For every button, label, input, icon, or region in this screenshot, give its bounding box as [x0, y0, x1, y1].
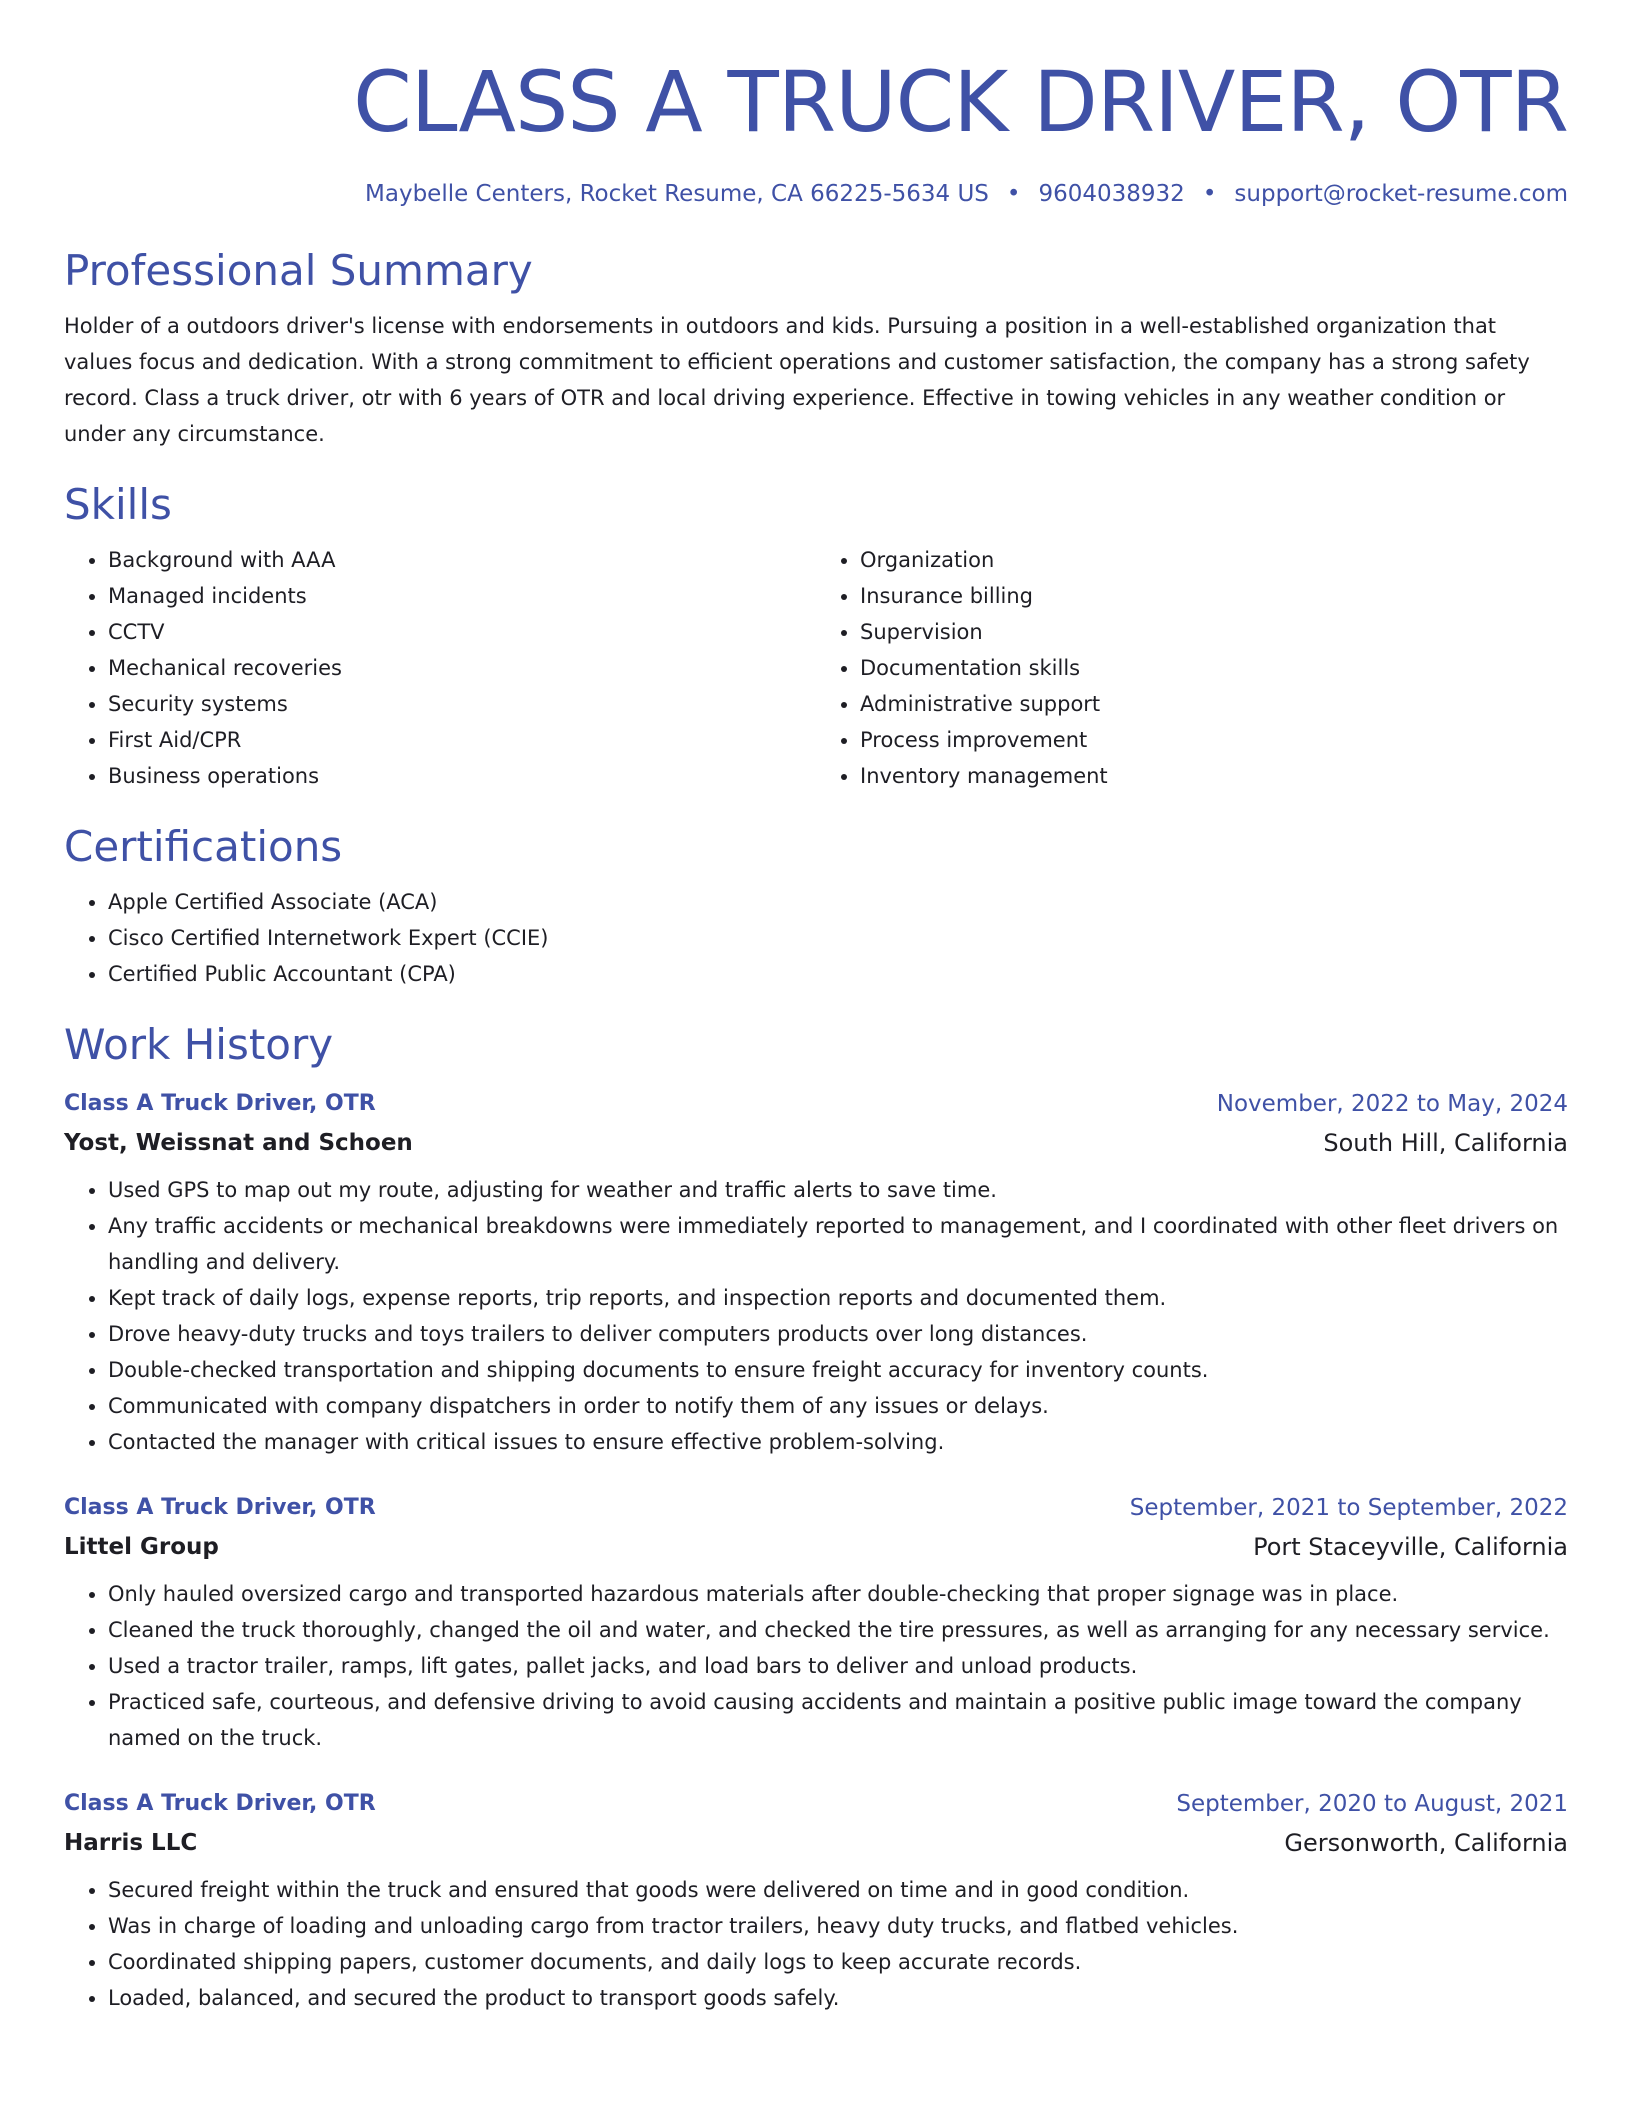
contact-separator: • — [1202, 181, 1217, 207]
skill-item: • Documentation skills — [860, 650, 1568, 686]
job-company-row — [64, 1528, 1568, 1566]
contact-email: support@rocket-resume.com — [1234, 181, 1568, 207]
skill-item: • Inventory management — [860, 758, 1568, 794]
skills-list-left — [64, 542, 816, 794]
skills-columns — [64, 542, 1568, 794]
job-bullet: • Secured freight within the truck and ensured that goods were delivered on time and in good condition. — [108, 1872, 1568, 1908]
job-bullet: • Was in charge of loading and unloading cargo from tractor trailers, heavy duty trucks, and flatbed vehicles. — [108, 1908, 1568, 1944]
job-bullet: • Used a tractor trailer, ramps, lift gates, pallet jacks, and load bars to deliver and unload products. — [108, 1648, 1568, 1684]
job-bullet: • Coordinated shipping papers, customer documents, and daily logs to keep accurate records. — [108, 1944, 1568, 1980]
contact-address: Maybelle Centers, Rocket Resume, CA 66225-5634 US — [365, 181, 989, 207]
skill-item: • CCTV — [108, 614, 816, 650]
job-bullet: • Any traffic accidents or mechanical breakdowns were immediately reported to management, and I coordinated with other fleet drivers on handling and delivery. — [108, 1208, 1568, 1280]
section-title-certifications: Certifications — [64, 822, 343, 871]
skill-item: • Administrative support — [860, 686, 1568, 722]
skills-list-right — [816, 542, 1568, 794]
section-title-summary: Professional Summary — [64, 246, 533, 295]
job-entry — [64, 1084, 1568, 1460]
job-bullets — [64, 1172, 1568, 1460]
job-bullet: • Only hauled oversized cargo and transported hazardous materials after double-checking that proper signage was in place. — [108, 1576, 1568, 1612]
skill-item: • First Aid/CPR — [108, 722, 816, 758]
certification-item: • Apple Certified Associate (ACA) — [108, 884, 1568, 920]
contact-separator: • — [1006, 181, 1021, 207]
skill-item: • Business operations — [108, 758, 816, 794]
certification-item: • Certified Public Accountant (CPA) — [108, 956, 1568, 992]
skill-item: • Security systems — [108, 686, 816, 722]
skill-item: • Managed incidents — [108, 578, 816, 614]
section-title-work-history: Work History — [64, 1020, 334, 1069]
job-location: South Hill, California — [1323, 1129, 1568, 1157]
job-company: Harris LLC — [64, 1830, 198, 1856]
section-title-skills: Skills — [64, 480, 172, 529]
job-bullet: • Used GPS to map out my route, adjusting for weather and traffic alerts to save time. — [108, 1172, 1568, 1208]
job-bullets — [64, 1872, 1568, 2016]
job-company: Yost, Weissnat and Schoen — [64, 1130, 413, 1156]
job-bullet: • Double-checked transportation and shipping documents to ensure freight accuracy for inventory counts. — [108, 1352, 1568, 1388]
job-title-row — [64, 1084, 1568, 1124]
job-bullet: • Contacted the manager with critical issues to ensure effective problem-solving. — [108, 1424, 1568, 1460]
job-title: Class A Truck Driver, OTR — [64, 1495, 376, 1520]
job-bullets — [64, 1576, 1568, 1756]
job-company-row — [64, 1824, 1568, 1862]
job-title-row — [64, 1488, 1568, 1528]
job-dates: September, 2021 to September, 2022 — [1129, 1495, 1568, 1521]
job-title: Class A Truck Driver, OTR — [64, 1091, 376, 1116]
job-entry — [64, 1784, 1568, 2016]
job-bullet: • Cleaned the truck thoroughly, changed the oil and water, and checked the tire pressures, as well as arranging for any necessary service. — [108, 1612, 1568, 1648]
job-location: Gersonworth, California — [1284, 1829, 1568, 1857]
job-company-row — [64, 1124, 1568, 1162]
job-title-row — [64, 1784, 1568, 1824]
job-dates: November, 2022 to May, 2024 — [1216, 1091, 1568, 1117]
resume-name: CLASS A TRUCK DRIVER, OTR — [353, 53, 1568, 151]
job-location: Port Staceyville, California — [1253, 1533, 1568, 1561]
certification-item: • Cisco Certified Internetwork Expert (CCIE) — [108, 920, 1568, 956]
contact-line — [64, 178, 1568, 210]
skill-item: • Organization — [860, 542, 1568, 578]
certifications-list — [64, 884, 1568, 992]
job-dates: September, 2020 to August, 2021 — [1176, 1791, 1568, 1817]
job-company: Littel Group — [64, 1534, 219, 1560]
skill-item: • Insurance billing — [860, 578, 1568, 614]
job-bullet: • Drove heavy-duty trucks and toys trailers to deliver computers products over long distances. — [108, 1316, 1568, 1352]
resume-header — [64, 0, 1568, 210]
skill-item: • Process improvement — [860, 722, 1568, 758]
skill-item: • Supervision — [860, 614, 1568, 650]
job-bullet: • Communicated with company dispatchers in order to notify them of any issues or delays. — [108, 1388, 1568, 1424]
summary-text: Holder of a outdoors driver's license with endorsements in outdoors and kids. Pursuing a position in a well-established organization that values focus and dedication. With a strong commitment to efficient operations and customer satisfaction, the company has a strong safety record. Class a truck driver, otr with 6 years of OTR and local driving experience. Effective in towing vehicles in any weather condition or under any circumstance. — [64, 314, 1530, 446]
job-bullet: • Loaded, balanced, and secured the product to transport goods safely. — [108, 1980, 1568, 2016]
contact-phone: 9604038932 — [1038, 181, 1185, 207]
job-bullet: • Practiced safe, courteous, and defensive driving to avoid causing accidents and maintain a positive public image toward the company named on the truck. — [108, 1684, 1568, 1756]
job-bullet: • Kept track of daily logs, expense reports, trip reports, and inspection reports and documented them. — [108, 1280, 1568, 1316]
job-title: Class A Truck Driver, OTR — [64, 1791, 376, 1816]
skill-item: • Background with AAA — [108, 542, 816, 578]
job-entry — [64, 1488, 1568, 1756]
skill-item: • Mechanical recoveries — [108, 650, 816, 686]
